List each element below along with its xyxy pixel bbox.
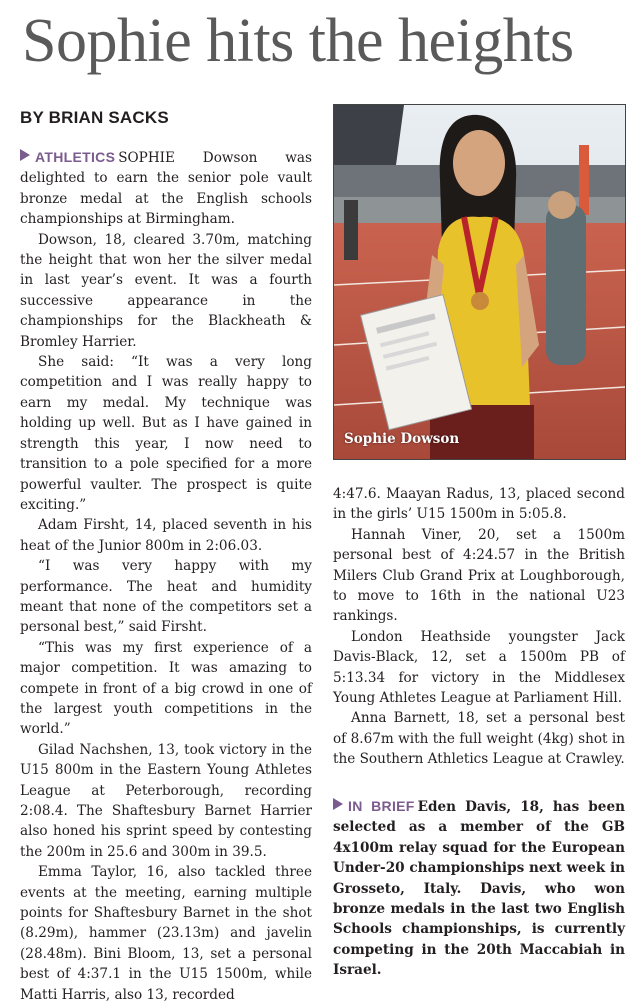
article-paragraph: She said: “It was a very long competition and I was really happy to earn my medal. My technique was holding up well. But as I have gained in strength this year, I now need to transition to a pole specified for a more powerful vaulter. The prospect is quite exciting.” xyxy=(20,354,312,513)
article-paragraph: Hannah Viner, 20, set a 1500m personal best of 4:24.57 in the British Milers Club Grand Prix at Loughborough, to move to 16th in the national U23 rankings. xyxy=(333,526,625,625)
section-label: ATHLETICS xyxy=(35,149,116,165)
article-paragraph: Emma Taylor, 16, also tackled three events at the meeting, earning multiple points for Shaftesbury Barnet in the shot (8.29m), hammer (23.13m) and javelin (28.48m). Bini Bloom, 13, set a personal best of 4:37.1 in the U15 1500m, while Matti Harris, also 13, recorded xyxy=(20,864,312,1003)
article-paragraph: Dowson, 18, cleared 3.70m, matching the height that won her the silver medal in last year’s event. It was a fourth successive appearance in the championships for the Blackheath & Bromley Harrier. xyxy=(20,231,312,350)
byline: BY BRIAN SACKS xyxy=(20,108,169,127)
article-paragraph: London Heathside youngster Jack Davis-Black, 12, set a 1500m PB of 5:13.34 for victory in the Middlesex Young Athletes League at Parliament Hill. xyxy=(333,628,625,707)
photo-caption: Sophie Dowson xyxy=(344,431,460,447)
article-paragraph: Adam Firsht, 14, placed seventh in his heat of the Junior 800m in 2:06.03. xyxy=(20,517,312,554)
in-brief-text: Eden Davis, 18, has been selected as a member of the GB 4x100m relay squad for the European Under-20 championships next week in Grosseto, Italy. Davis, who won bronze medals in the last two English Schools championships, is currently competing in the 20th Maccabiah in Israel. xyxy=(333,799,625,979)
lead-paragraph xyxy=(20,147,312,230)
article-paragraph: “This was my first experience of a major competition. It was amazing to compete in front of a big crowd in one of the largest youth competitions in the world.” xyxy=(20,639,312,738)
section-arrow-icon xyxy=(333,798,343,810)
article-column-right xyxy=(333,484,625,770)
article-paragraph: “I was very happy with my performance. The heat and humidity meant that none of the competitors set a personal best,” said Firsht. xyxy=(20,558,312,636)
article-paragraph: Anna Barnett, 18, set a personal best of 8.67m with the full weight (4kg) shot in the Southern Athletics League at Crawley. xyxy=(333,710,625,768)
in-brief-label: IN BRIEF xyxy=(348,798,415,814)
athlete-photo-image xyxy=(334,105,625,459)
article-column-left xyxy=(20,147,312,1005)
headline: Sophie hits the heights xyxy=(22,7,574,75)
lead-text: SOPHIE Dowson was delighted to earn the senior pole vault bronze medal at the English schools championships at Birmingham. xyxy=(20,150,312,228)
athlete-photo xyxy=(333,104,626,460)
section-arrow-icon xyxy=(20,149,30,161)
continuation-paragraph: 4:47.6. Maayan Radus, 13, placed second in the girls’ U15 1500m in 5:05.8. xyxy=(333,486,625,523)
article-paragraph: Gilad Nachshen, 13, took victory in the U15 800m in the Eastern Young Athletes League at Peterborough, recording 2:08.4. The Shaftesbury Barnet Harrier also honed his sprint speed by contesting the 200m in 25.6 and 300m in 39.5. xyxy=(20,741,312,860)
in-brief-section xyxy=(333,796,625,981)
